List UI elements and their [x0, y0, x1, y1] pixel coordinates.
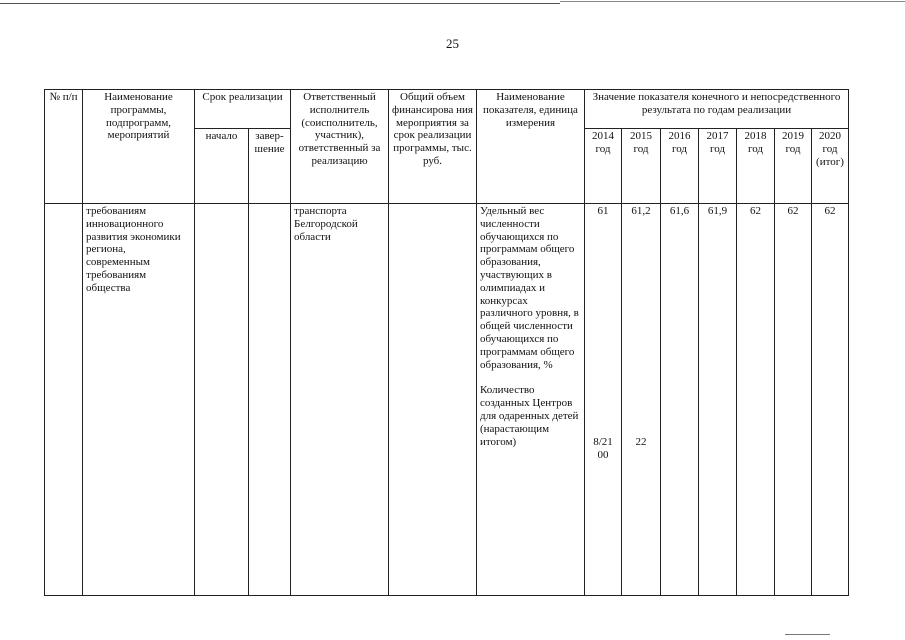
year-header: 2015 год — [622, 129, 661, 204]
value-cell-2020 — [812, 204, 849, 596]
col-values-header: Значение показателя конечного и непосредственного результата по годам реализации — [585, 90, 849, 129]
col-num-header: № п/п — [45, 90, 83, 204]
program-indicator-table — [44, 89, 849, 596]
col-name-header: Наименование программы, подпрограмм, мероприятий — [83, 90, 195, 204]
row-start — [195, 204, 249, 596]
col-end-header: завер-шение — [249, 129, 291, 204]
scan-edge-line — [785, 634, 830, 635]
indicator-label: Количество созданных Центров для одаренных детей (нарастающим итогом) — [480, 384, 579, 448]
indicator-value: 62 — [787, 205, 799, 217]
col-period-header: Срок реализации — [195, 90, 291, 129]
year-header: 2018 год — [737, 129, 775, 204]
indicator-label: Удельный вес численности обучающихся по программам общего образования, участвующих в олимпиадах и конкурсах различного уровня, в общей численности обучающихся по программам общего образования, % — [480, 205, 579, 371]
indicator-value: 61 — [597, 205, 609, 217]
col-responsible-header: Ответственный исполнитель (соисполнитель, участник), ответственный за реализацию — [291, 90, 389, 204]
year-header: 2020 год (итог) — [812, 129, 849, 204]
year-header: 2016 год — [661, 129, 699, 204]
indicator-value: 61,2 — [631, 205, 651, 217]
row-name: требованиям инновационного развития экономики региона, современным требованиям общества — [83, 204, 195, 596]
row-funding — [389, 204, 477, 596]
scan-edge-line — [0, 3, 560, 4]
col-funding-header: Общий объем финансирова ния мероприятия за срок реализации программы, тыс. руб. — [389, 90, 477, 204]
indicator-value: 62 — [750, 205, 761, 217]
col-start-header: начало — [195, 129, 249, 204]
row-responsible: транспорта Белгородской области — [291, 204, 389, 596]
value-cell-2016 — [661, 204, 699, 596]
value-cell-2015 — [622, 204, 661, 596]
value-cell-2018 — [737, 204, 775, 596]
row-end — [249, 204, 291, 596]
table-row — [45, 204, 849, 596]
row-indicators — [477, 204, 585, 596]
indicator-value: 61,6 — [669, 205, 690, 217]
page-number: 25 — [446, 36, 459, 51]
year-header: 2014 год — [585, 129, 622, 204]
indicator-value: 61,9 — [707, 205, 728, 217]
indicator-value: 22 — [635, 435, 647, 448]
indicator-value: 62 — [824, 205, 836, 217]
value-cell-2017 — [699, 204, 737, 596]
year-header: 2019 год — [775, 129, 812, 204]
row-num — [45, 204, 83, 596]
header-row-1 — [45, 90, 849, 129]
indicator-value: 8/21 00 — [593, 435, 613, 461]
scan-edge-line — [560, 1, 905, 2]
value-cell-2014 — [585, 204, 622, 596]
year-header: 2017 год — [699, 129, 737, 204]
value-cell-2019 — [775, 204, 812, 596]
col-indicator-header: Наименование показателя, единица измерения — [477, 90, 585, 204]
